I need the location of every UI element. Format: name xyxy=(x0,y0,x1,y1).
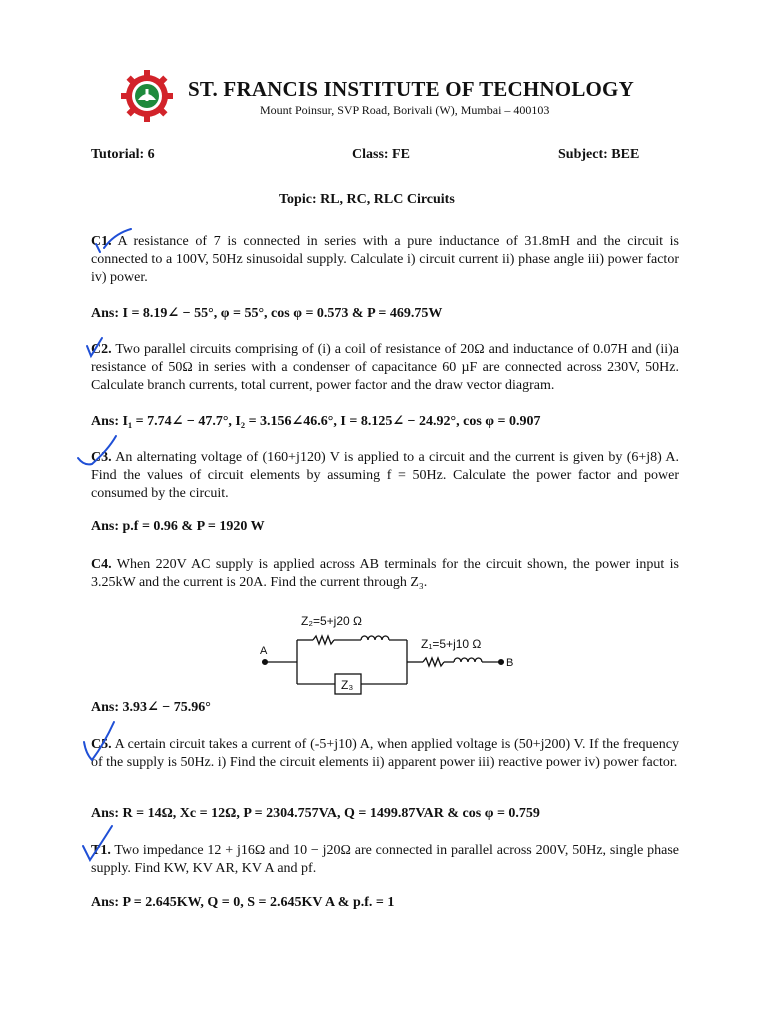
class-label: Class: FE xyxy=(352,147,410,162)
question-text: Two parallel circuits comprising of (i) a coil of resistance of 20Ω and inductance of 0.07H and (ii)a resistance of 50Ω in series with a condenser of capacitance 60 µF are connected across 230V, 50Hz. Calculate branch currents, total current, power factor and the draw vector diagram. xyxy=(91,342,680,393)
question-text: Two impedance 12 + j16Ω and 10 − j20Ω are connected in parallel across 200V, 50Hz, single phase supply. Find KW, KV AR, KV A and pf. xyxy=(91,843,679,876)
terminal-a-dot xyxy=(263,660,268,665)
question-text: A resistance of 7 is connected in series with a pure inductance of 31.8mH and the circuit is connected to a 100V, 50Hz sinusoidal supply. Calculate i) circuit current ii) phase angle iii) power factor iv) power. xyxy=(91,234,679,285)
z3-label: Z₃ xyxy=(341,678,354,692)
terminal-b-label: B xyxy=(506,657,514,669)
institute-name: ST. FRANCIS INSTITUTE OF TECHNOLOGY xyxy=(188,77,634,101)
subject-label: Subject: BEE xyxy=(558,147,640,162)
terminal-a-label: A xyxy=(260,645,268,657)
circuit-diagram xyxy=(255,608,525,700)
answer-c1: Ans: I = 8.19∠ − 55°, φ = 55°, cos φ = 0.573 & P = 469.75W xyxy=(91,306,443,321)
question-c2 xyxy=(91,341,679,395)
institute-logo xyxy=(121,70,173,122)
question-c4 xyxy=(91,556,679,592)
z2-resistor-symbol xyxy=(313,636,334,644)
question-text: When 220V AC supply is applied across AB terminals for the circuit shown, the power input is 3.25kW and the current is 20A. Find the current through Z₃. xyxy=(91,557,679,590)
terminal-b-dot xyxy=(499,660,504,665)
institute-address: Mount Poinsur, SVP Road, Borivali (W), Mumbai – 400103 xyxy=(260,103,550,117)
answer-t1: Ans: P = 2.645KW, Q = 0, S = 2.645KV A & p.f. = 1 xyxy=(91,895,395,910)
z2-inductor-symbol xyxy=(361,636,389,640)
tutorial-number: Tutorial: 6 xyxy=(91,147,155,162)
answer-c2: Ans: I₁ = 7.74∠ − 47.7°, I₂ = 3.156∠46.6°, I = 8.125∠ − 24.92°, cos φ = 0.907 xyxy=(91,414,541,429)
question-text: An alternating voltage of (160+j120) V is applied to a circuit and the current is given by (6+j8) A. Find the values of circuit elements by assuming f = 50Hz. Calculate the power factor and power consumed by the circuit. xyxy=(91,450,679,501)
answer-c5: Ans: R = 14Ω, Xc = 12Ω, P = 2304.757VA, Q = 1499.87VAR & cos φ = 0.759 xyxy=(91,806,540,821)
question-c1 xyxy=(91,233,679,287)
question-text: A certain circuit takes a current of (-5+j10) A, when applied voltage is (50+j200) V. If the frequency of the supply is 50Hz. i) Find the circuit elements ii) apparent power iii) reactive power iv) power factor. xyxy=(91,737,679,770)
z2-label: Z₂=5+j20 Ω xyxy=(301,614,362,628)
question-id: C2. xyxy=(91,342,112,357)
question-t1 xyxy=(91,842,679,878)
question-c3 xyxy=(91,449,679,503)
question-id: T1. xyxy=(91,843,111,858)
question-id: C4. xyxy=(91,557,112,572)
z1-resistor-symbol xyxy=(423,658,444,666)
question-id: C5. xyxy=(91,737,112,752)
question-id: C3. xyxy=(91,450,112,465)
answer-c4: Ans: 3.93∠ − 75.96° xyxy=(91,700,211,715)
answer-c3: Ans: p.f = 0.96 & P = 1920 W xyxy=(91,519,265,534)
z1-inductor-symbol xyxy=(454,658,482,662)
z1-label: Z₁=5+j10 Ω xyxy=(421,637,482,651)
question-id: C1. xyxy=(91,234,112,249)
question-c5 xyxy=(91,736,679,772)
gear-icon xyxy=(121,70,173,122)
topic-heading: Topic: RL, RC, RLC Circuits xyxy=(279,192,455,207)
